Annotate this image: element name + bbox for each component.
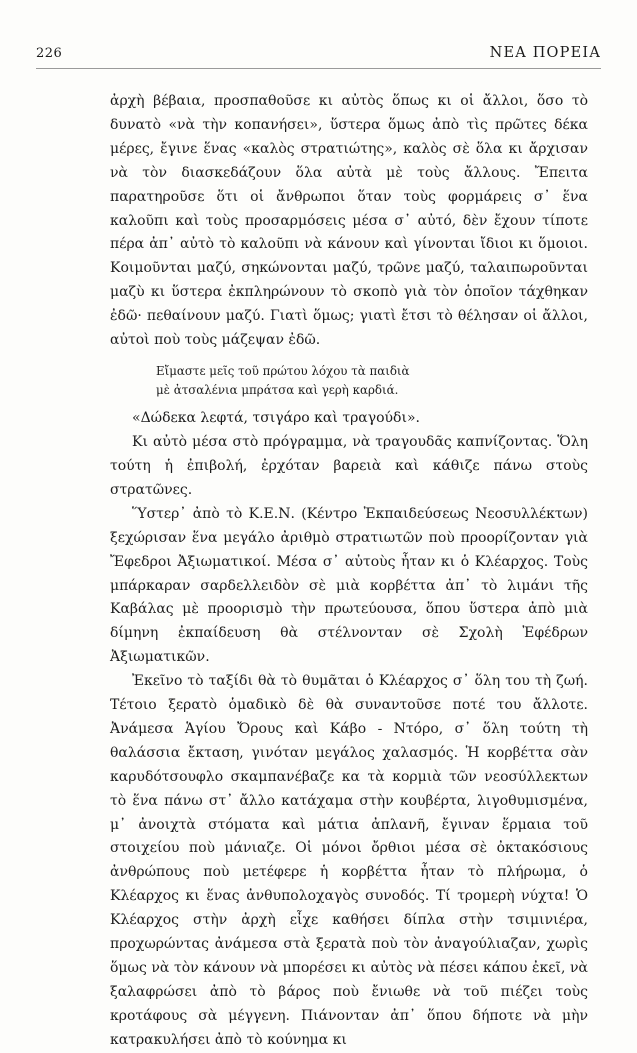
page-number: 226 (36, 46, 63, 61)
running-head-title: ΝΕΑ ΠΟΡΕΙΑ (489, 45, 601, 61)
verse-line-2: μὲ ἀτσαλένια μπράτσα καὶ γερὴ καρδιά. (156, 382, 399, 397)
paragraph-2: «Δώδεκα λεφτά, τσιγάρο καὶ τραγούδι». (132, 410, 420, 427)
page-header (36, 46, 601, 69)
verse-quote (156, 362, 588, 399)
paragraph-5: Ἐκεῖνο τὸ ταξίδι θὰ τὸ θυμᾶται ὁ Κλέαρχος σ᾿ ὅλη του τὴ ζωή. Τέτοιο ξερατὸ ὁμαδικὸ δὲ θὰ συναντοῦσε ποτέ του ἄλλοτε. Ἀνάμεσα Ἁγίου Ὄρους καὶ Κάβο - Ντόρο, σ᾿ ὅλη τούτη τὴ θαλάσσια ἔκταση, γινόταν μεγάλος χαλασμός. Ἡ κορβέττα σὰν καρυδότσουφλο σκαμπανέβαζε κα τὰ κορμιὰ τῶν νεοσύλλεκτων τὸ ἕνα πάνω στ᾿ ἄλλο κατάχαμα στὴν κουβέρτα, λιγοθυμισμένα, μ᾿ ἀνοιχτὰ στόματα καὶ μάτια ἀπλανῆ, ἔγιναν ἕρμαια τοῦ στοιχείου ποὺ μάνιαζε. Οἱ μόνοι ὄρθιοι μέσα σὲ ὀκτακόσιους ἀνθρώπους ποὺ μετέφερε ἡ κορβέττα ἦταν τὸ πλήρωμα, ὁ Κλέαρχος κι ἕνας ἀνθυπολοχαγὸς συνοδός. Τί τρομερὴ νύχτα! Ὁ Κλέαρχος στὴν ἀρχὴ εἶχε καθήσει δίπλα στὴν τσιμινιέρα, προχωρώντας ἀνάμεσα στὰ ξερατὰ ποὺ τὸν ἀναγούλιαζαν, χωρὶς ὅμως νὰ τὸν κάνουν νὰ μπορέσει κι αὐτὸς νὰ πέσει κάπου ἐκεῖ, νὰ ξαλαφρώσει ἀπὸ τὸ βάρος ποὺ ἔνιωθε νὰ τοῦ πιέζει τοὺς κροτάφους σὰ μέγγενη. Πιάνονταν ἀπ᾿ ὅπου δήποτε νὰ μὴν κατρακυλήσει ἀπὸ τὸ κούνημα κι (110, 673, 588, 1048)
verse-line-1: Εἴμαστε μεῖς τοῦ πρώτου λόχου τὰ παιδιὰ (156, 363, 410, 378)
paragraph-3: Κι αὐτὸ μέσα στὸ πρόγραμμα, νὰ τραγουδᾶς καπνίζοντας. Ὅλη τούτη ἡ ἐπιβολή, ἐρχόταν βαρειὰ καὶ κάθιζε πάνω στοὺς στρατῶνες. (110, 434, 588, 498)
body-text (110, 90, 588, 1053)
paragraph-4: Ὕστερ᾿ ἀπὸ τὸ Κ.Ε.Ν. (Κέντρο Ἐκπαιδεύσεως Νεοσυλλέκτων) ξεχώρισαν ἕνα μεγάλο ἀριθμὸ στρατιωτῶν ποὺ προορίζονταν γιὰ Ἔφεδροι Ἀξιωματικοί. Μέσα σ᾿ αὐτοὺς ἦταν κι ὁ Κλέαρχος. Τοὺς μπάρκαραν σαρδελλειδὸν σὲ μιὰ κορβέττα ἀπ᾿ τὸ λιμάνι τῆς Καβάλας μὲ προορισμὸ τὴν πρωτεύουσα, ὅπου ὕστερα ἀπὸ μιὰ δίμηνη ἐκπαίδευση θὰ στέλνονταν σὲ Σχολὴ Ἐφέδρων Ἀξιωματικῶν. (110, 505, 588, 666)
paragraph-1: ἀρχὴ βέβαια, προσπαθοῦσε κι αὐτὸς ὅπως κι οἱ ἄλλοι, ὅσο τὸ δυνατὸ «νὰ τὴν κοπανήσει», ὕστερα ὅμως ἀπὸ τὶς πρῶτες δέκα μέρες, ἔγινε ἕνας «καλὸς στρατιώτης», καλὸς σὲ ὅλα κι ἄρχισαν νὰ τὸν διασκεδάζουν ὅλα αὐτὰ μὲ τοὺς ἄλλους. Ἔπειτα παρατηροῦσε ὅτι οἱ ἄνθρωποι ὅταν τοὺς φορμάρεις σ᾿ ἕνα καλοῦπι καὶ τοὺς προσαρμόσεις μέσα σ᾿ αὐτό, δὲν ἔχουν τίποτε πέρα ἀπ᾿ αὐτὸ τὸ καλοῦπι νὰ κάνουν καὶ γίνονται ἴδιοι κι ὅμοιοι. Κοιμοῦνται μαζύ, σηκώνονται μαζύ, τρῶνε μαζύ, ταλαιπωροῦνται μαζὺ κι ὕστερα ἐκπληρώνουν τὸ σκοπὸ γιὰ τὸν ὁποῖον τάχθηκαν ἐδῶ· πεθαίνουν μαζύ. Γιατὶ ὅμως; γιατὶ ἔτσι τὸ θέλησαν οἱ ἄλλοι, αὐτοὶ ποὺ τοὺς μάζεψαν ἐδῶ. (110, 93, 588, 349)
